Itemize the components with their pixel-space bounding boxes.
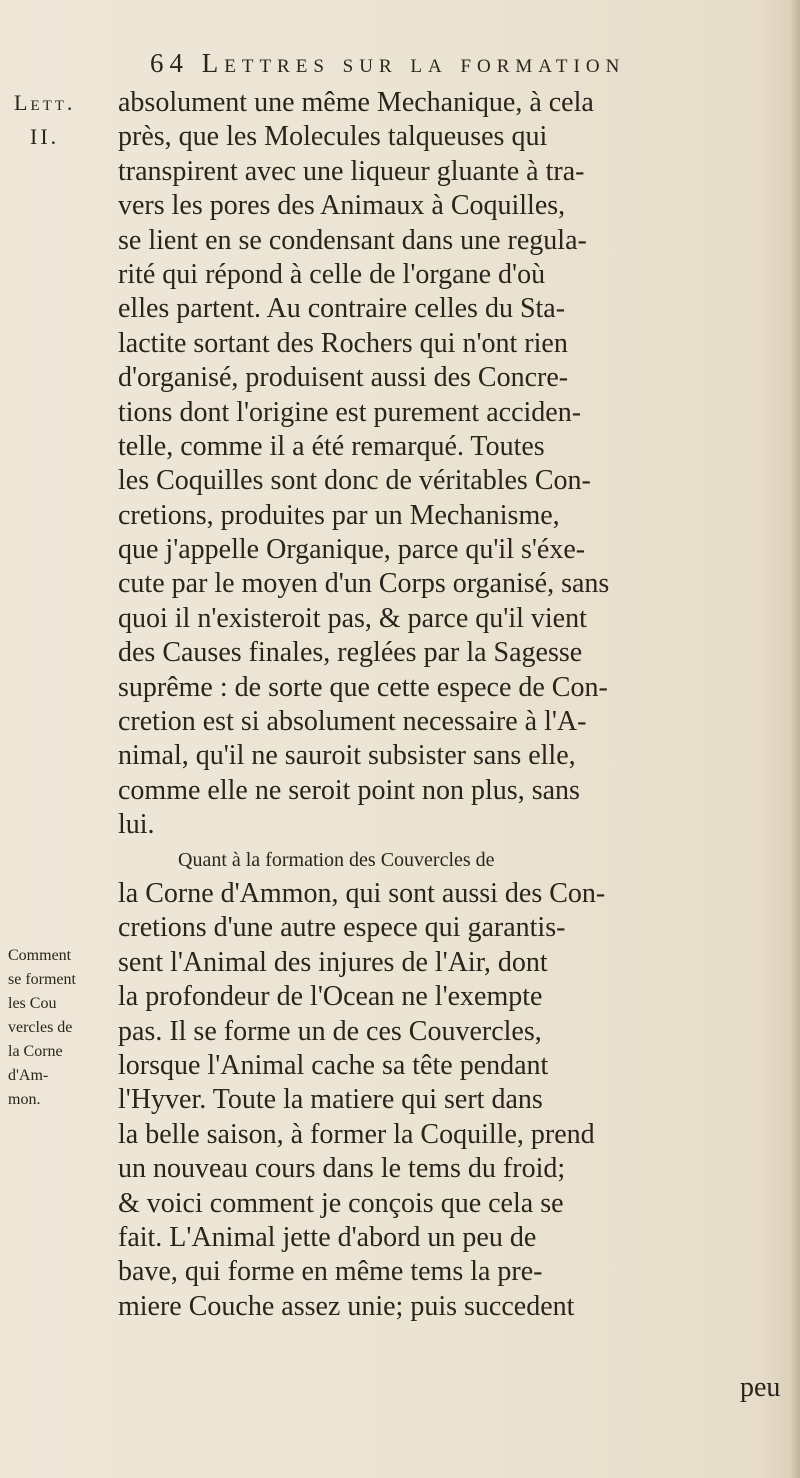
text-line: quoi il n'existeroit pas, & parce qu'il vient (118, 602, 587, 634)
text-line: rité qui répond à celle de l'organe d'où (118, 258, 546, 290)
text-line: Quant à la formation des Couvercles de (178, 848, 495, 871)
text-line: l'Hyver. Toute la matiere qui sert dans (118, 1084, 543, 1116)
sidenote-line: vercles de (8, 1019, 73, 1036)
page-edge-shadow (790, 0, 800, 1478)
text-line: des Causes finales, reglées par la Sagesse (118, 637, 583, 669)
text-line: miere Couche assez unie; puis succedent (118, 1290, 575, 1322)
sidenote-line: d'Am- (8, 1067, 49, 1084)
text-line: cute par le moyen d'un Corps organisé, sans (118, 568, 610, 600)
body-text (118, 86, 786, 1324)
text-line: pas. Il se forme un de ces Couvercles, (118, 1015, 542, 1047)
marginal-note (8, 944, 118, 1112)
text-line: cretions d'une autre espece qui garantis- (118, 912, 566, 944)
sidenote-line: se forment (8, 971, 76, 988)
text-line: cretions, produites par un Mechanisme, (118, 499, 560, 531)
text-line: absolument une même Mechanique, à cela (118, 87, 594, 118)
text-line: lactite sortant des Rochers qui n'ont rien (118, 327, 568, 359)
text-line: la profondeur de l'Ocean ne l'exempte (118, 981, 543, 1013)
sidenote-line: la Corne (8, 1043, 63, 1060)
page-number: 64 (150, 48, 189, 78)
text-line: lui. (118, 809, 155, 841)
text-line: sent l'Animal des injures de l'Air, dont (118, 946, 548, 978)
text-line: transpirent avec une liqueur gluante à tra- (118, 155, 585, 187)
text-line: tions dont l'origine est purement acciden- (118, 396, 582, 428)
text-line: les Coquilles sont donc de véritables Con- (118, 465, 591, 497)
text-line: cretion est si absolument necessaire à l'A- (118, 706, 587, 738)
letter-margin-label (14, 86, 75, 154)
text-line: nimal, qu'il ne sauroit subsister sans elle, (118, 740, 576, 772)
letter-label: Lett. (14, 90, 76, 115)
text-line: fait. L'Animal jette d'abord un peu de (118, 1221, 537, 1253)
text-line: lorsque l'Animal cache sa tête pendant (118, 1049, 549, 1081)
paragraph-1 (118, 86, 786, 843)
text-line: la belle saison, à former la Coquille, prend (118, 1118, 595, 1150)
text-line: la Corne d'Ammon, qui sont aussi des Con- (118, 877, 606, 909)
text-line: vers les pores des Animaux à Coquilles, (118, 190, 566, 222)
catchword: peu (740, 1372, 781, 1403)
text-line: près, que les Molecules talqueuses qui (118, 121, 548, 153)
text-line: comme elle ne seroit point non plus, sans (118, 774, 580, 806)
letter-number: II. (30, 124, 60, 149)
text-line: & voici comment je conçois que cela se (118, 1187, 564, 1219)
text-line: se lient en se condensant dans une regula- (118, 224, 587, 256)
text-line: que j'appelle Organique, parce qu'il s'éxe- (118, 534, 586, 566)
text-line: suprême : de sorte que cette espece de Con- (118, 671, 608, 703)
text-line: telle, comme il a été remarqué. Toutes (118, 430, 545, 462)
text-line: bave, qui forme en même tems la pre- (118, 1256, 543, 1288)
text-line: un nouveau cours dans le tems du froid; (118, 1153, 566, 1185)
sidenote-line: Comment (8, 947, 72, 964)
text-line: elles partent. Au contraire celles du Sta- (118, 293, 566, 325)
running-header (150, 48, 790, 79)
running-title: Lettres sur la formation (201, 48, 626, 78)
paragraph-2 (118, 843, 786, 1324)
text-line: d'organisé, produisent aussi des Concre- (118, 362, 569, 394)
sidenote-line: mon. (8, 1091, 41, 1108)
sidenote-line: les Cou (8, 995, 57, 1012)
